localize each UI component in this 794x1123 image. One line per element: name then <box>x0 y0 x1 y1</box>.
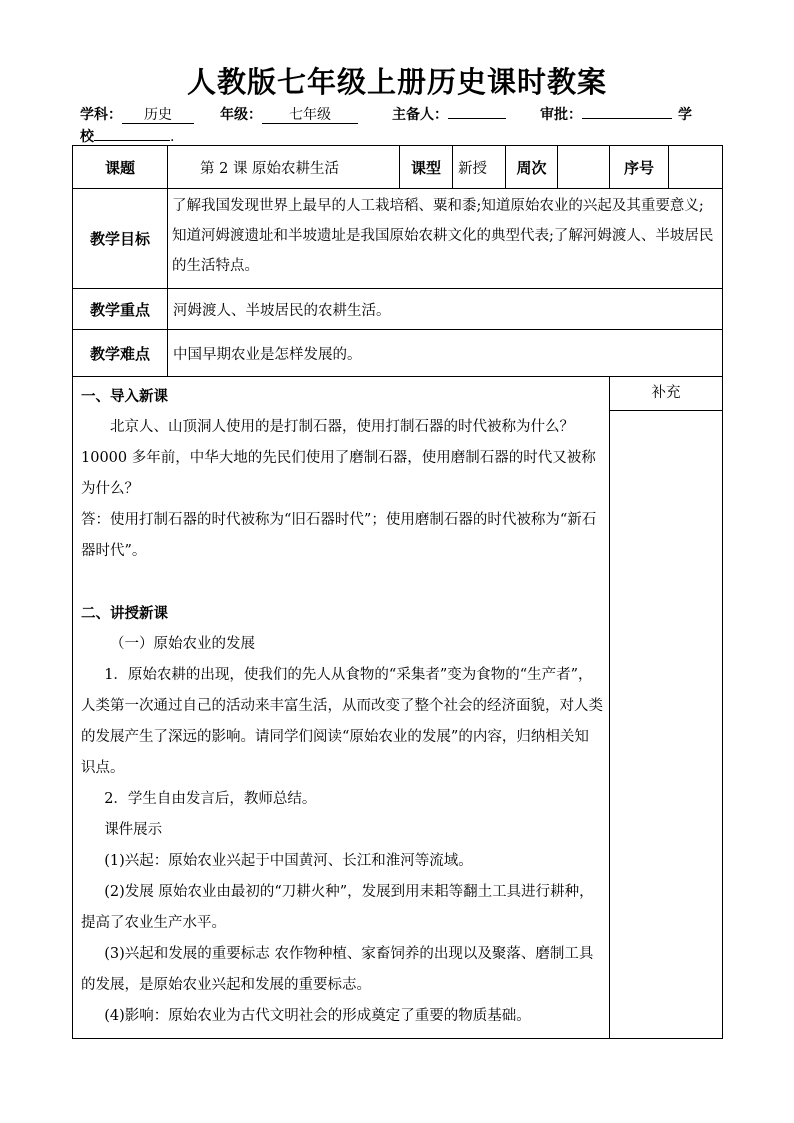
school-label-part2: 校 <box>80 129 94 145</box>
key-label: 教学重点 <box>73 289 168 330</box>
school-value <box>94 140 170 141</box>
paragraph-2: 2．学生自由发言后，教师总结。 <box>104 791 317 807</box>
approver-value <box>582 118 672 119</box>
approver-label: 审批： <box>540 107 582 123</box>
item-4: (4)影响：原始农业为古代文明社会的形成奠定了重要的物质基础。 <box>104 1008 531 1024</box>
difficulty-row <box>73 330 723 377</box>
lesson-body <box>73 377 610 1039</box>
goals-row <box>73 189 723 289</box>
section-intro-title: 一、导入新课 <box>81 388 168 405</box>
section-teach-title: 二、讲授新课 <box>81 605 168 622</box>
goals-label: 教学目标 <box>73 189 168 289</box>
seq-label: 序号 <box>610 146 669 189</box>
topic-value: 第 2 课 原始农耕生活 <box>168 146 400 189</box>
meta-line <box>80 104 720 148</box>
type-label: 课型 <box>400 146 453 189</box>
school-end: . <box>170 129 175 145</box>
goals-text: 了解我国发现世界上最早的人工栽培稻、粟和黍;知道原始农业的兴起及其重要意义;知道河姆渡遗址和半坡遗址是我国原始农耕文化的典型代表;了解河姆渡人、半坡居民的生活特点。 <box>168 189 723 289</box>
content-row <box>73 377 723 1039</box>
difficulty-label: 教学难点 <box>73 330 168 377</box>
grade-value: 七年级 <box>262 107 358 124</box>
subject-value: 历史 <box>122 107 194 124</box>
header-row <box>73 146 723 189</box>
difficulty-text: 中国早期农业是怎样发展的。 <box>168 330 723 377</box>
item-1: (1)兴起：原始农业兴起于中国黄河、长江和淮河等流域。 <box>104 853 473 869</box>
intro-answer: 答：使用打制石器的时代被称为“旧石器时代”；使用磨制石器的时代被称为“新石器时代”。 <box>81 512 597 559</box>
preparer-value <box>448 118 506 119</box>
week-label: 周次 <box>506 146 558 189</box>
courseware-label: 课件展示 <box>104 822 163 838</box>
document-title: 人教版七年级上册历史课时教案 <box>186 65 607 99</box>
seq-value <box>669 146 723 189</box>
subsection-title: （一）原始农业的发展 <box>110 636 255 652</box>
school-label-part1: 学 <box>678 107 692 123</box>
paragraph-1: 1．原始农耕的出现，使我们的先人从食物的“采集者”变为食物的“生产者”，人类第一次通过自己的活动来丰富生活，从而改变了整个社会的经济面貌，对人类的发展产生了深远的影响。请同学们阅读“原始农业的发展”的内容，归纳相关知识点。 <box>81 667 603 776</box>
key-text: 河姆渡人、半坡居民的农耕生活。 <box>168 289 723 330</box>
week-value <box>558 146 610 189</box>
lesson-plan-table <box>72 145 723 1039</box>
subject-label: 学科： <box>80 107 122 123</box>
spacer <box>81 567 603 598</box>
type-value: 新授 <box>453 146 506 189</box>
key-row <box>73 289 723 330</box>
supplement-column <box>610 377 723 1039</box>
topic-label: 课题 <box>73 146 168 189</box>
item-2: (2)发展 原始农业由最初的“刀耕火种”，发展到用耒耜等翻土工具进行耕种，提高了农业生产水平。 <box>81 884 594 931</box>
item-3: (3)兴起和发展的重要标志 农作物种植、家畜饲养的出现以及聚落、磨制工具的发展，是原始农业兴起和发展的重要标志。 <box>81 946 594 993</box>
intro-question: 北京人、山顶洞人使用的是打制石器，使用打制石器的时代被称为什么？10000 多年前，中华大地的先民们使用了磨制石器，使用磨制石器的时代又被称为什么？ <box>81 419 596 497</box>
grade-label: 年级： <box>220 107 262 123</box>
preparer-label: 主备人： <box>392 107 448 123</box>
supplement-label: 补充 <box>610 377 722 411</box>
